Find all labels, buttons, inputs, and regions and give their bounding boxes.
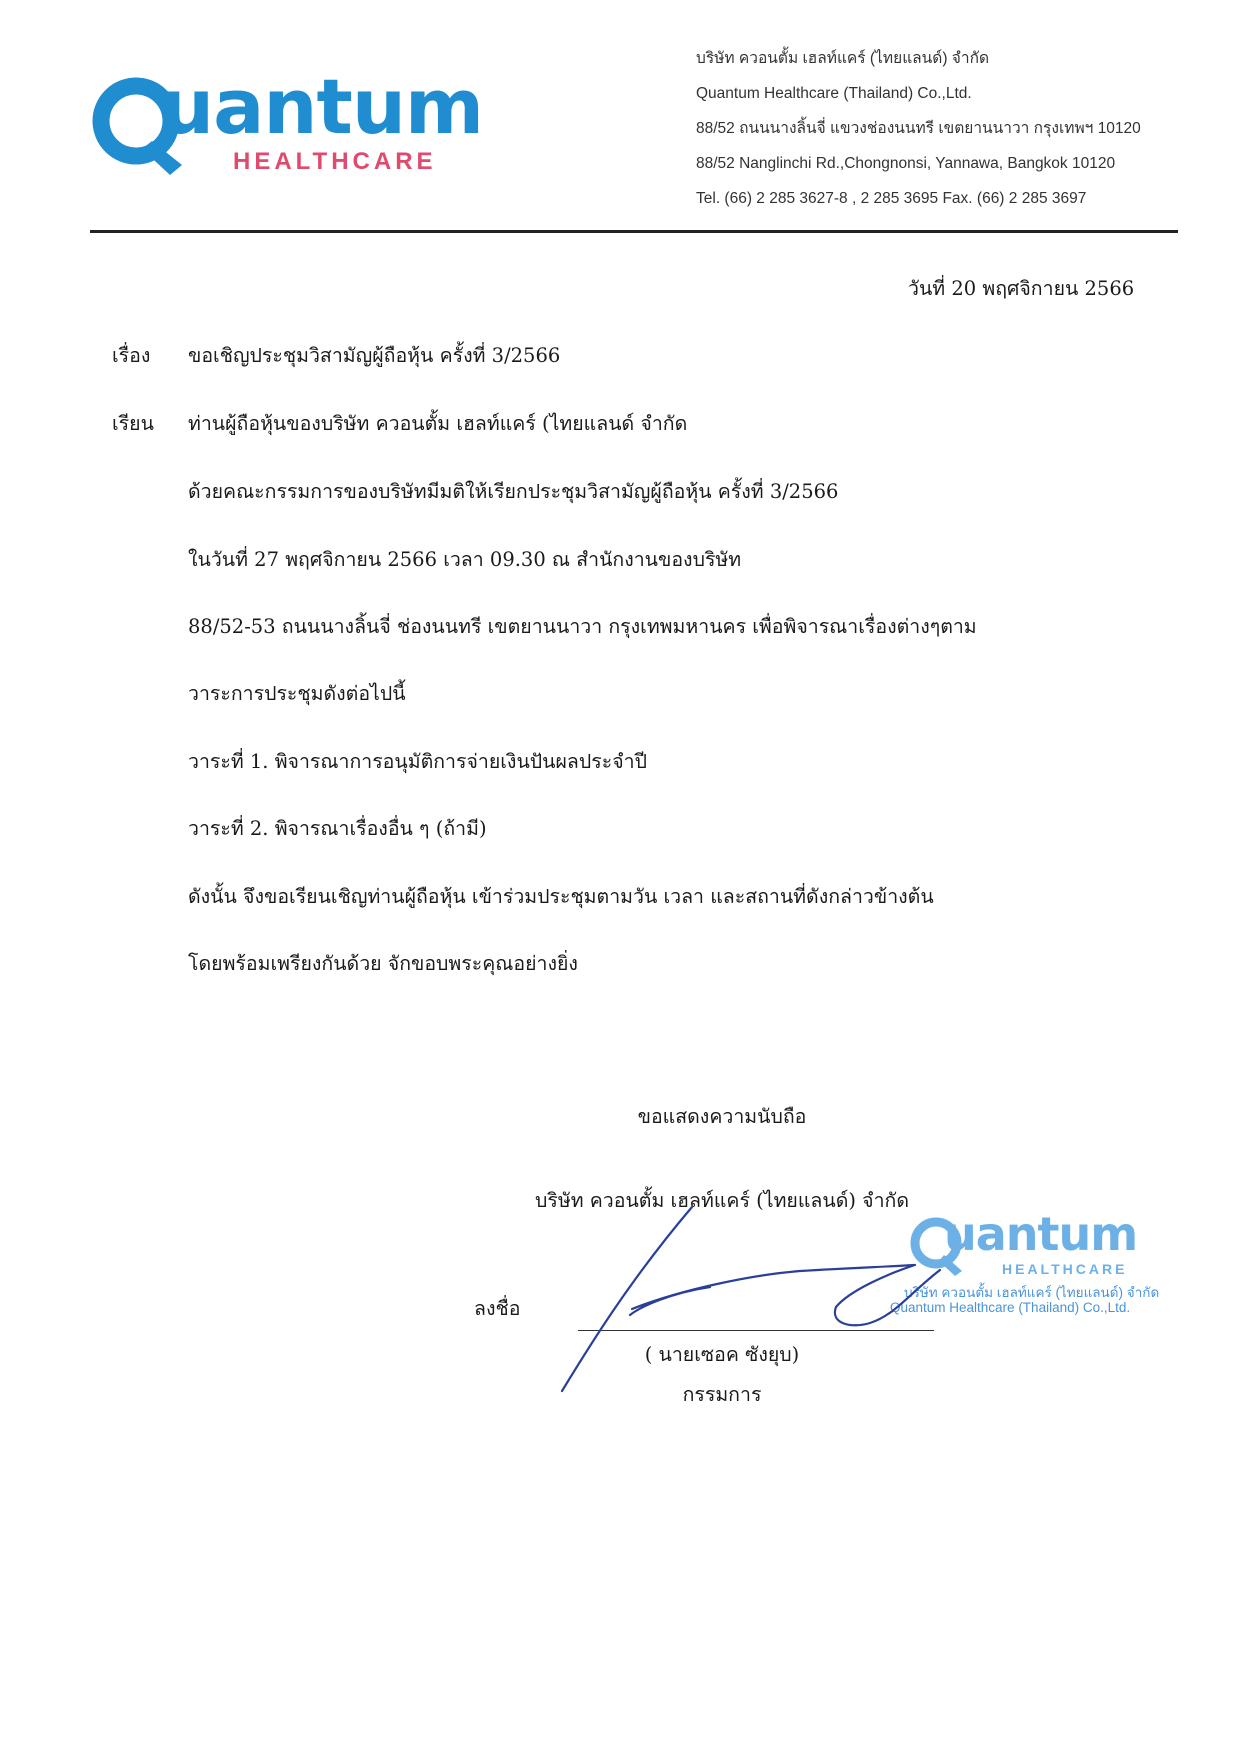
signer-title: กรรมการ	[682, 1383, 762, 1406]
company-details	[696, 48, 1216, 223]
body-line: ด้วยคณะกรรมการของบริษัทมีมติให้เรียกประชุมวิสามัญผู้ถือหุ้น ครั้งที่ 3/2566	[188, 480, 839, 503]
stamp-company-english: Quantum Healthcare (Thailand) Co.,Ltd.	[890, 1300, 1131, 1315]
closing-salutation: ขอแสดงความนับถือ	[637, 1105, 807, 1128]
address-english: 88/52 Nanglinchi Rd.,Chongnonsi, Yannawa, Bangkok 10120	[696, 155, 1116, 172]
header-divider	[90, 230, 1178, 233]
letter-date: วันที่ 20 พฤศจิกายน 2566	[908, 277, 1135, 300]
recipient-label: เรียน	[112, 412, 154, 435]
body-line: วาระการประชุมดังต่อไปนี้	[188, 682, 406, 705]
stamp-company-thai: บริษัท ควอนตั้ม เฮลท์แคร์ (ไทยแลนด์) จำกัด	[904, 1285, 1160, 1300]
signature-label: ลงชื่อ	[474, 1297, 521, 1320]
body-line: โดยพร้อมเพรียงกันด้วย จักขอบพระคุณอย่างยิ่ง	[188, 952, 578, 975]
address-thai: 88/52 ถนนนางลิ้นจี่ แขวงช่องนนทรี เขตยานนาวา กรุงเทพฯ 10120	[696, 120, 1141, 137]
body-line: ดังนั้น จึงขอเรียนเชิญท่านผู้ถือหุ้น เข้าร่วมประชุมตามวัน เวลา และสถานที่ดังกล่าวข้างต้น	[188, 885, 934, 908]
company-name-thai: บริษัท ควอนตั้ม เฮลท์แคร์ (ไทยแลนด์) จำกัด	[696, 50, 990, 67]
stamp-wordmark: uantum	[944, 1207, 1138, 1261]
subject-text: ขอเชิญประชุมวิสามัญผู้ถือหุ้น ครั้งที่ 3/2566	[188, 344, 561, 367]
company-logo	[90, 62, 490, 185]
body-line: 88/52-53 ถนนนางลิ้นจี่ ช่องนนทรี เขตยานนาวา กรุงเทพมหานคร เพื่อพิจารณาเรื่องต่างๆตาม	[188, 615, 977, 638]
stamp-tagline: HEALTHCARE	[1002, 1261, 1128, 1277]
contact-numbers: Tel. (66) 2 285 3627-8 , 2 285 3695 Fax. (66) 2 285 3697	[696, 190, 1087, 207]
company-name-english: Quantum Healthcare (Thailand) Co.,Ltd.	[696, 85, 972, 102]
signer-name: ( นายเซอค ซังยุบ)	[644, 1343, 800, 1366]
agenda-item-1: วาระที่ 1. พิจารณาการอนุมัติการจ่ายเงินปันผลประจำปี	[188, 750, 647, 773]
signer-company: บริษัท ควอนตั้ม เฮลท์แคร์ (ไทยแลนด์) จำกัด	[534, 1189, 910, 1212]
body-line: ในวันที่ 27 พฤศจิกายน 2566 เวลา 09.30 ณ สำนักงานของบริษัท	[188, 548, 742, 571]
logo-wordmark: uantum	[160, 62, 484, 151]
agenda-item-2: วาระที่ 2. พิจารณาเรื่องอื่น ๆ (ถ้ามี)	[188, 817, 487, 840]
subject-label: เรื่อง	[112, 344, 151, 367]
recipient-text: ท่านผู้ถือหุ้นของบริษัท ควอนตั้ม เฮลท์แคร์ (ไทยแลนด์ จำกัด	[188, 412, 688, 435]
logo-tagline: HEALTHCARE	[233, 148, 437, 175]
